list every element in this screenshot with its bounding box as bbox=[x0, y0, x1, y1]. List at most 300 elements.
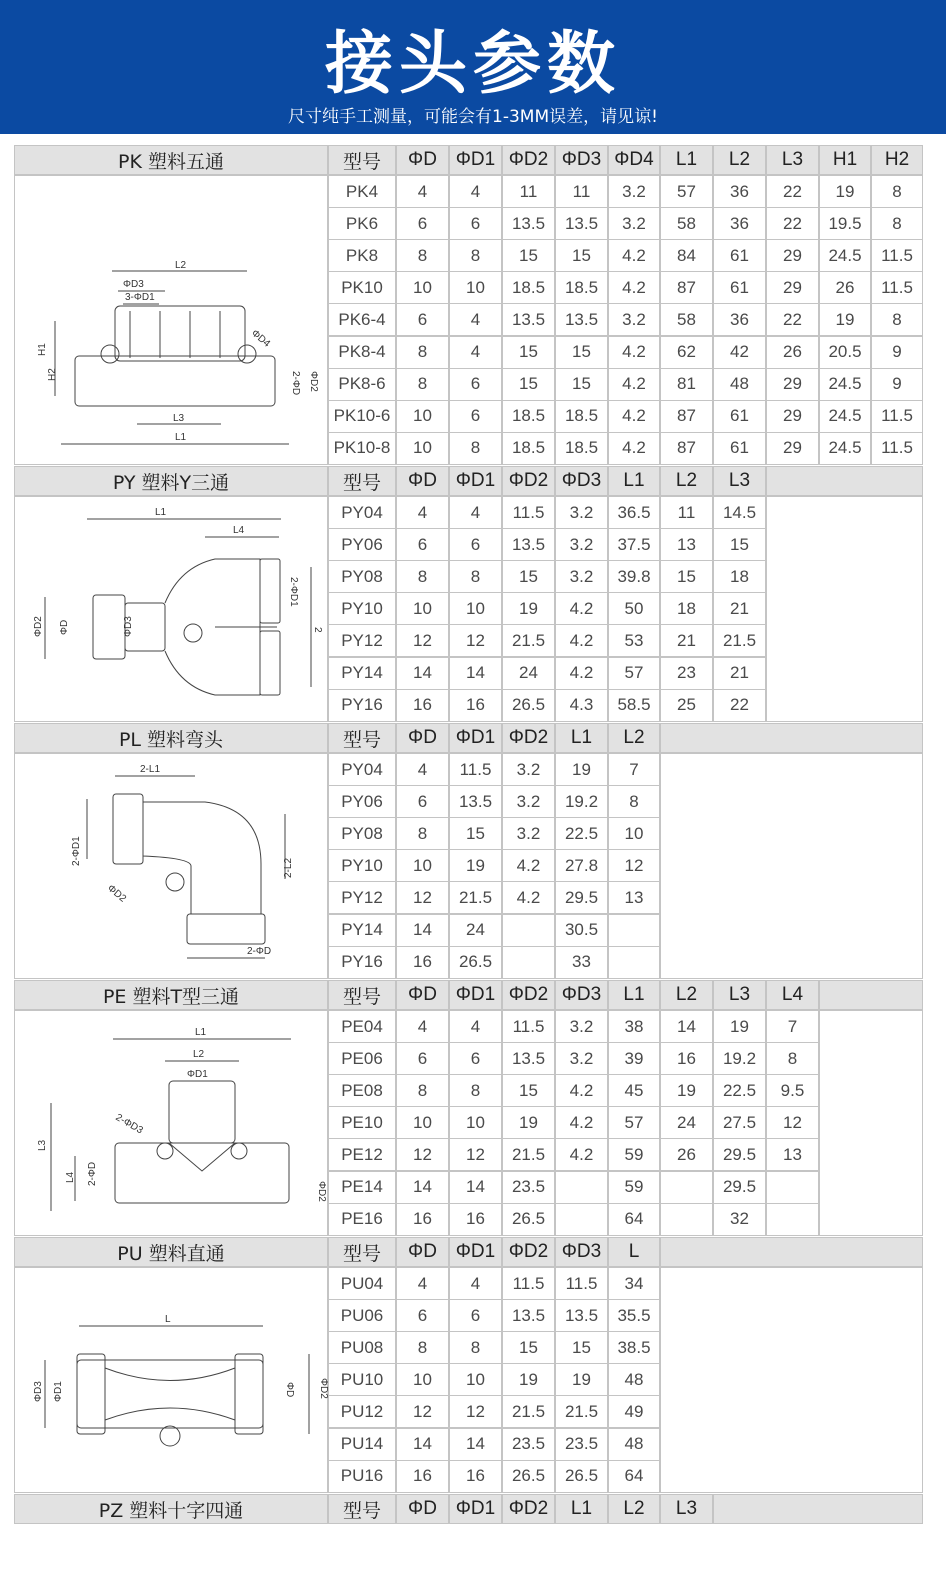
dimension-label: ΦD2 bbox=[105, 882, 129, 905]
table-cell: 18 bbox=[713, 560, 766, 593]
column-header: ΦD1 bbox=[449, 1494, 502, 1524]
table-cell: 18.5 bbox=[502, 271, 555, 304]
table-cell: 8 bbox=[871, 175, 923, 208]
column-header: L1 bbox=[660, 145, 713, 175]
table-cell: 3.2 bbox=[555, 528, 608, 561]
table-cell: 8 bbox=[396, 1331, 449, 1364]
table-cell: 13.5 bbox=[555, 303, 608, 336]
table-cell: 19 bbox=[660, 1074, 713, 1107]
dimension-label: L4 bbox=[65, 1171, 76, 1183]
header-filler bbox=[660, 723, 923, 753]
table-cell: 11.5 bbox=[871, 432, 923, 465]
table-cell: 25 bbox=[660, 689, 713, 722]
table-cell: 19.2 bbox=[713, 1042, 766, 1075]
table-cell: PU16 bbox=[328, 1460, 396, 1493]
table-cell bbox=[608, 914, 660, 947]
table-cell: 4.2 bbox=[608, 432, 660, 465]
table-cell: 61 bbox=[713, 239, 766, 272]
table-cell: 15 bbox=[555, 1331, 608, 1364]
column-header: 型号 bbox=[328, 1237, 396, 1267]
table-cell: 19 bbox=[713, 1010, 766, 1043]
table-cell: 32 bbox=[713, 1203, 766, 1236]
column-header: ΦD2 bbox=[502, 145, 555, 175]
table-cell: 22 bbox=[766, 303, 819, 336]
fitting-drawing-1 bbox=[14, 496, 328, 722]
table-cell: 15 bbox=[502, 336, 555, 369]
table-cell: 12 bbox=[396, 624, 449, 657]
table-cell: 58 bbox=[660, 303, 713, 336]
dimension-label: L1 bbox=[155, 507, 167, 518]
dimension-label: 2-ΦD1 bbox=[71, 836, 82, 866]
table-cell: 14 bbox=[396, 914, 449, 947]
table-cell: 18.5 bbox=[555, 271, 608, 304]
table-cell: 24.5 bbox=[819, 368, 871, 401]
table-cell: 15 bbox=[713, 528, 766, 561]
measurement-note: 尺寸纯手工测量，可能会有1-3MM误差，请见谅! bbox=[288, 107, 658, 127]
table-cell: 4.2 bbox=[502, 881, 555, 914]
table-cell: 6 bbox=[449, 400, 502, 433]
table-cell: 11.5 bbox=[449, 753, 502, 786]
table-cell: 14 bbox=[396, 1428, 449, 1461]
table-cell: PY16 bbox=[328, 689, 396, 722]
column-header: L3 bbox=[713, 980, 766, 1010]
table-cell: PY14 bbox=[328, 914, 396, 947]
table-cell: 26 bbox=[660, 1138, 713, 1171]
table-cell: 12 bbox=[396, 881, 449, 914]
table-cell: 11 bbox=[555, 175, 608, 208]
end-port bbox=[235, 1354, 263, 1434]
table-cell: PY04 bbox=[328, 496, 396, 529]
table-cell: 3.2 bbox=[555, 496, 608, 529]
table-cell: 4.2 bbox=[608, 336, 660, 369]
table-cell: 24.5 bbox=[819, 432, 871, 465]
table-cell: PY08 bbox=[328, 817, 396, 850]
table-cell: 4.2 bbox=[608, 239, 660, 272]
table-cell: 13 bbox=[608, 881, 660, 914]
table-cell bbox=[766, 1203, 819, 1236]
column-header: ΦD2 bbox=[502, 466, 555, 496]
table-cell: 4.3 bbox=[555, 689, 608, 722]
table-cell: 38 bbox=[608, 1010, 660, 1043]
dimension-label: 2-ΦD3 bbox=[113, 1112, 145, 1137]
table-cell: 11.5 bbox=[871, 271, 923, 304]
table-cell: 12 bbox=[608, 849, 660, 882]
table-cell: 13.5 bbox=[502, 303, 555, 336]
table-cell: 4 bbox=[449, 1010, 502, 1043]
column-header: L1 bbox=[555, 1494, 608, 1524]
table-cell: 4 bbox=[396, 1267, 449, 1300]
table-cell: 61 bbox=[713, 400, 766, 433]
table-cell: 4.2 bbox=[555, 1074, 608, 1107]
table-cell: 48 bbox=[713, 368, 766, 401]
tee-seam bbox=[169, 1143, 235, 1171]
table-cell: 21.5 bbox=[449, 881, 502, 914]
table-cell: 13.5 bbox=[502, 1299, 555, 1332]
table-cell: PU08 bbox=[328, 1331, 396, 1364]
table-cell: 16 bbox=[396, 689, 449, 722]
table-cell: 10 bbox=[396, 432, 449, 465]
dimension-label: L1 bbox=[175, 432, 187, 443]
table-cell: 12 bbox=[449, 1138, 502, 1171]
table-cell: 4.2 bbox=[555, 592, 608, 625]
table-cell: 12 bbox=[449, 1395, 502, 1428]
table-cell: 10 bbox=[396, 1106, 449, 1139]
section-title: PZ 塑料十字四通 bbox=[14, 1494, 328, 1524]
table-cell: 36 bbox=[713, 303, 766, 336]
header-filler bbox=[713, 1494, 923, 1524]
table-cell: 11.5 bbox=[502, 496, 555, 529]
table-cell: 48 bbox=[608, 1363, 660, 1396]
table-cell: 3.2 bbox=[555, 1010, 608, 1043]
table-cell: 18.5 bbox=[502, 432, 555, 465]
table-cell: 14 bbox=[396, 1171, 449, 1204]
table-cell: 8 bbox=[766, 1042, 819, 1075]
table-cell: 21.5 bbox=[502, 1395, 555, 1428]
column-header: L3 bbox=[766, 145, 819, 175]
column-header: ΦD3 bbox=[555, 145, 608, 175]
table-cell: 4.2 bbox=[608, 368, 660, 401]
table-cell: 22 bbox=[766, 207, 819, 240]
column-header: ΦD bbox=[396, 145, 449, 175]
table-cell bbox=[766, 1171, 819, 1204]
table-cell: 9 bbox=[871, 336, 923, 369]
column-header: 型号 bbox=[328, 145, 396, 175]
dimension-label: H2 bbox=[47, 368, 58, 381]
table-cell: 10 bbox=[449, 1363, 502, 1396]
table-cell: 59 bbox=[608, 1171, 660, 1204]
dimension-label: L bbox=[165, 1314, 171, 1325]
table-cell: 14 bbox=[449, 657, 502, 690]
fitting-drawing-4 bbox=[14, 1267, 328, 1493]
table-cell: 22.5 bbox=[555, 817, 608, 850]
header-filler bbox=[766, 466, 923, 496]
table-cell: 3.2 bbox=[502, 785, 555, 818]
table-cell: 19.2 bbox=[555, 785, 608, 818]
section-title: PU 塑料直通 bbox=[14, 1237, 328, 1267]
table-cell: 19 bbox=[555, 1363, 608, 1396]
dimension-label: 2-L1 bbox=[140, 764, 161, 775]
column-header: ΦD2 bbox=[502, 980, 555, 1010]
table-cell: 19 bbox=[555, 753, 608, 786]
table-cell: 4.2 bbox=[555, 624, 608, 657]
table-cell: 10 bbox=[396, 271, 449, 304]
column-header: ΦD3 bbox=[555, 980, 608, 1010]
table-cell: 36 bbox=[713, 175, 766, 208]
table-cell: PE14 bbox=[328, 1171, 396, 1204]
table-cell: 26.5 bbox=[502, 689, 555, 722]
table-cell: 58.5 bbox=[608, 689, 660, 722]
table-cell bbox=[555, 1203, 608, 1236]
empty-area bbox=[660, 753, 923, 979]
table-cell: 12 bbox=[449, 624, 502, 657]
fitting-drawing-svg bbox=[15, 1268, 329, 1494]
table-cell: 50 bbox=[608, 592, 660, 625]
fitting-drawing-0 bbox=[14, 175, 328, 465]
table-cell: 24.5 bbox=[819, 400, 871, 433]
table-cell: 6 bbox=[396, 785, 449, 818]
table-cell: 15 bbox=[502, 239, 555, 272]
table-cell: 6 bbox=[396, 528, 449, 561]
table-cell: 15 bbox=[502, 1331, 555, 1364]
column-header: L3 bbox=[713, 466, 766, 496]
table-cell: 23.5 bbox=[555, 1428, 608, 1461]
table-cell: 87 bbox=[660, 271, 713, 304]
header-filler bbox=[660, 1237, 923, 1267]
table-cell: 23 bbox=[660, 657, 713, 690]
table-cell: 21.5 bbox=[555, 1395, 608, 1428]
column-header: H1 bbox=[819, 145, 871, 175]
dimension-label: 2-ΦD1 bbox=[288, 577, 299, 607]
inlet-port bbox=[93, 595, 125, 659]
table-cell: 19 bbox=[502, 592, 555, 625]
table-cell: 8 bbox=[449, 432, 502, 465]
dimension-label: ΦD3 bbox=[33, 1381, 44, 1402]
table-cell: 18.5 bbox=[502, 400, 555, 433]
column-header: 型号 bbox=[328, 466, 396, 496]
table-cell: 21.5 bbox=[502, 1138, 555, 1171]
dimension-label: ΦD2 bbox=[308, 371, 319, 392]
column-header: ΦD bbox=[396, 1494, 449, 1524]
column-header: L3 bbox=[660, 1494, 713, 1524]
dimension-label: ΦD1 bbox=[53, 1381, 64, 1402]
table-cell: 15 bbox=[502, 1074, 555, 1107]
table-cell: 37.5 bbox=[608, 528, 660, 561]
table-cell: 13.5 bbox=[502, 528, 555, 561]
table-cell: 57 bbox=[608, 657, 660, 690]
table-cell: 8 bbox=[449, 1074, 502, 1107]
table-cell: PY06 bbox=[328, 528, 396, 561]
end-port bbox=[77, 1354, 105, 1434]
table-cell: 7 bbox=[766, 1010, 819, 1043]
table-cell: 11.5 bbox=[871, 400, 923, 433]
table-cell: 64 bbox=[608, 1460, 660, 1493]
table-cell: PU12 bbox=[328, 1395, 396, 1428]
table-cell: 18.5 bbox=[555, 432, 608, 465]
column-header: L bbox=[608, 1237, 660, 1267]
dimension-label: ΦD1 bbox=[187, 1069, 208, 1080]
table-cell: 81 bbox=[660, 368, 713, 401]
table-cell: PU04 bbox=[328, 1267, 396, 1300]
fitting-drawing-2 bbox=[14, 753, 328, 979]
table-cell: 16 bbox=[449, 1203, 502, 1236]
table-cell: 10 bbox=[449, 271, 502, 304]
table-cell: 6 bbox=[449, 1042, 502, 1075]
table-cell: 14 bbox=[449, 1428, 502, 1461]
dimension-label: 2-L2 bbox=[283, 857, 294, 878]
table-cell: 8 bbox=[608, 785, 660, 818]
column-header: L1 bbox=[555, 723, 608, 753]
fitting-drawing-svg bbox=[15, 497, 329, 723]
table-cell: 35.5 bbox=[608, 1299, 660, 1332]
table-cell: 13.5 bbox=[555, 207, 608, 240]
table-cell: 4 bbox=[449, 303, 502, 336]
table-cell: 24.5 bbox=[819, 239, 871, 272]
table-cell: 19 bbox=[819, 175, 871, 208]
table-cell: 4 bbox=[449, 175, 502, 208]
dimension-label: 3-ΦD1 bbox=[125, 292, 155, 303]
table-cell: PE04 bbox=[328, 1010, 396, 1043]
table-cell bbox=[608, 946, 660, 979]
empty-area bbox=[766, 496, 923, 722]
dimension-label: ΦD3 bbox=[123, 279, 144, 290]
table-cell: 23.5 bbox=[502, 1171, 555, 1204]
table-cell: 3.2 bbox=[608, 175, 660, 208]
table-cell: 8 bbox=[449, 1331, 502, 1364]
table-cell: PU10 bbox=[328, 1363, 396, 1396]
dimension-label: L1 bbox=[195, 1027, 207, 1038]
column-header: H2 bbox=[871, 145, 923, 175]
table-cell: PK4 bbox=[328, 175, 396, 208]
mount-hole bbox=[238, 345, 256, 363]
table-cell: 16 bbox=[396, 1203, 449, 1236]
dimension-label: ΦD4 bbox=[249, 327, 273, 350]
fitting-drawing-svg bbox=[15, 176, 329, 466]
table-cell: 4 bbox=[449, 496, 502, 529]
table-cell: 3.2 bbox=[555, 560, 608, 593]
table-cell: 29 bbox=[766, 239, 819, 272]
column-header: L2 bbox=[660, 980, 713, 1010]
table-cell: 36.5 bbox=[608, 496, 660, 529]
table-cell: PK8 bbox=[328, 239, 396, 272]
table-cell: 3.2 bbox=[608, 303, 660, 336]
table-cell: 6 bbox=[396, 207, 449, 240]
table-cell: 21 bbox=[713, 657, 766, 690]
table-cell: 13.5 bbox=[449, 785, 502, 818]
table-cell: PU06 bbox=[328, 1299, 396, 1332]
column-header: ΦD1 bbox=[449, 723, 502, 753]
empty-area bbox=[660, 1267, 923, 1493]
dimension-label: 2-ΦD bbox=[87, 1161, 98, 1186]
table-cell: 6 bbox=[449, 368, 502, 401]
table-cell: 10 bbox=[396, 592, 449, 625]
table-cell: PK6 bbox=[328, 207, 396, 240]
table-cell: 4.2 bbox=[608, 400, 660, 433]
table-cell: PE10 bbox=[328, 1106, 396, 1139]
table-cell: 19 bbox=[502, 1363, 555, 1396]
branch-port bbox=[260, 631, 280, 695]
pipe-body bbox=[75, 356, 275, 406]
table-cell: PY10 bbox=[328, 592, 396, 625]
table-cell: 21.5 bbox=[502, 624, 555, 657]
table-cell: PK6-4 bbox=[328, 303, 396, 336]
dimension-label: L2 bbox=[193, 1049, 205, 1060]
table-cell: 18.5 bbox=[555, 400, 608, 433]
table-cell: 58 bbox=[660, 207, 713, 240]
table-cell: 59 bbox=[608, 1138, 660, 1171]
table-cell: 6 bbox=[449, 1299, 502, 1332]
table-cell: 19 bbox=[819, 303, 871, 336]
table-cell: 21.5 bbox=[713, 624, 766, 657]
mount-hole bbox=[184, 624, 202, 642]
column-header: ΦD1 bbox=[449, 466, 502, 496]
column-header: L1 bbox=[608, 466, 660, 496]
table-cell: 42 bbox=[713, 336, 766, 369]
table-cell: 8 bbox=[396, 817, 449, 850]
table-cell: PY04 bbox=[328, 753, 396, 786]
mount-hole bbox=[101, 345, 119, 363]
dimension-label: 2-ΦD bbox=[247, 946, 272, 957]
page-title: 接头参数 bbox=[324, 25, 621, 104]
table-cell: 11.5 bbox=[502, 1267, 555, 1300]
table-cell: 15 bbox=[660, 560, 713, 593]
table-cell: 4.2 bbox=[502, 849, 555, 882]
table-cell: PE06 bbox=[328, 1042, 396, 1075]
table-cell: 8 bbox=[396, 560, 449, 593]
column-header: 型号 bbox=[328, 723, 396, 753]
column-header: 型号 bbox=[328, 980, 396, 1010]
column-header: ΦD bbox=[396, 723, 449, 753]
table-cell: 64 bbox=[608, 1203, 660, 1236]
dimension-label: ΦD2 bbox=[318, 1378, 329, 1399]
table-cell: 9.5 bbox=[766, 1074, 819, 1107]
table-cell: PE16 bbox=[328, 1203, 396, 1236]
branch-port bbox=[260, 559, 280, 623]
table-cell: 10 bbox=[396, 1363, 449, 1396]
table-cell: PY14 bbox=[328, 657, 396, 690]
table-cell: PE08 bbox=[328, 1074, 396, 1107]
table-cell: 23.5 bbox=[502, 1428, 555, 1461]
column-header: ΦD bbox=[396, 1237, 449, 1267]
column-header: L1 bbox=[608, 980, 660, 1010]
manifold-block bbox=[115, 306, 245, 361]
table-cell: 26 bbox=[766, 336, 819, 369]
table-cell: 3.2 bbox=[608, 207, 660, 240]
table-cell: 15 bbox=[555, 336, 608, 369]
table-cell: 26.5 bbox=[502, 1203, 555, 1236]
table-cell: PU14 bbox=[328, 1428, 396, 1461]
table-cell: 11 bbox=[502, 175, 555, 208]
table-cell: 13 bbox=[766, 1138, 819, 1171]
table-cell: 6 bbox=[449, 207, 502, 240]
table-cell: 27.5 bbox=[713, 1106, 766, 1139]
table-cell: PY10 bbox=[328, 849, 396, 882]
table-cell: PY06 bbox=[328, 785, 396, 818]
table-cell: 7 bbox=[608, 753, 660, 786]
section-title: PK 塑料五通 bbox=[14, 145, 328, 175]
pipe-body bbox=[115, 1143, 289, 1203]
table-cell: 4.2 bbox=[608, 271, 660, 304]
table-cell: 14 bbox=[449, 1171, 502, 1204]
mount-hole bbox=[231, 1143, 247, 1159]
column-header: ΦD3 bbox=[555, 1237, 608, 1267]
table-cell: 29 bbox=[766, 271, 819, 304]
dimension-label: 2-ΦD bbox=[290, 371, 301, 396]
table-cell: 84 bbox=[660, 239, 713, 272]
table-cell: 4.2 bbox=[555, 657, 608, 690]
table-cell: 15 bbox=[502, 368, 555, 401]
dimension-label: 2 bbox=[312, 627, 323, 633]
table-cell: 4 bbox=[396, 496, 449, 529]
table-cell: 16 bbox=[396, 946, 449, 979]
table-cell: PY12 bbox=[328, 881, 396, 914]
dimension-label: ΦD2 bbox=[33, 616, 44, 637]
table-cell: 21 bbox=[660, 624, 713, 657]
table-cell: PE12 bbox=[328, 1138, 396, 1171]
column-header: ΦD1 bbox=[449, 145, 502, 175]
table-cell: 45 bbox=[608, 1074, 660, 1107]
table-cell: 8 bbox=[449, 239, 502, 272]
dimension-label: L3 bbox=[37, 1139, 48, 1151]
table-cell: 8 bbox=[871, 303, 923, 336]
outlet-port bbox=[187, 914, 265, 944]
table-cell: 33 bbox=[555, 946, 608, 979]
inlet-port bbox=[113, 794, 143, 864]
table-cell: 19 bbox=[502, 1106, 555, 1139]
table-cell: 18 bbox=[660, 592, 713, 625]
table-cell: 4 bbox=[396, 175, 449, 208]
table-cell: 11.5 bbox=[871, 239, 923, 272]
table-cell: 15 bbox=[502, 560, 555, 593]
